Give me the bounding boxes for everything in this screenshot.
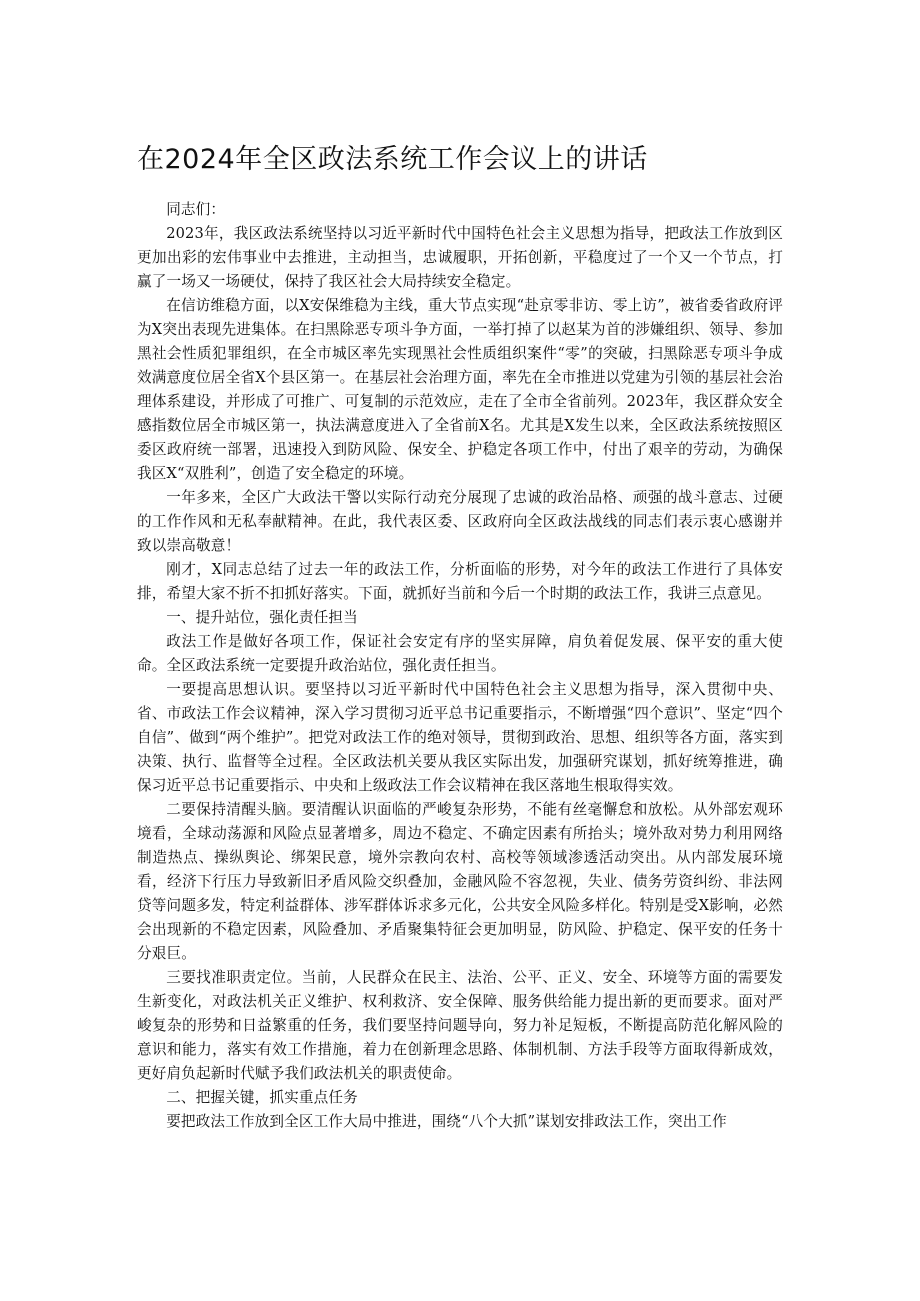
section-1-point-2: 二要保持清醒头脑。要清醒认识面临的严峻复杂形势，不能有丝毫懈怠和放松。从外部宏观环境看，全球动荡源和风险点显著增多，周边不稳定、不确定因素有所抬头；境外敌对势力利用网络制造热点、操纵舆论、绑架民意，境外宗教向农村、高校等领域渗透活动突出。从内部发展环境看，经济下行压力导致新旧矛盾风险交织叠加，金融风险不容忽视，失业、债务劳资纠纷、非法网贷等问题多发，特定利益群体、涉军群体诉求多元化，公共安全风险多样化。特别是受X影响，必然会出现新的不稳定因素，风险叠加、矛盾聚集特征会更加明显，防风险、护稳定、保平安的任务十分艰巨。 xyxy=(137,801,783,962)
salutation: 同志们： xyxy=(166,201,226,218)
paragraph-achievements: 在信访维稳方面，以X安保维稳为主线，重大节点实现“赴京零非访、零上访”，被省委省政府评为X突出表现先进集体。在扫黑除恶专项斗争方面，一举打掉了以赵某为首的涉嫌组织、领导、参加黑社会性质犯罪组织，在全市城区率先实现黑社会性质组织案件“零”的突破，扫黑除恶专项斗争成效满意度位居全省X个县区第一。在基层社会治理方面，率先在全市推进以党建为引领的基层社会治理体系建设，并形成了可推广、可复制的示范效应，走在了全市全省前列。2023年，我区群众安全感指数位居全市城区第一，执法满意度进入了全省前X名。尤其是X发生以来，全区政法系统按照区委区政府统一部署，迅速投入到防风险、保安全、护稳定各项工作中，付出了艰辛的劳动，为确保我区X“双胜利”，创造了安全稳定的环境。 xyxy=(137,297,783,482)
document-title: 在2024年全区政法系统工作会议上的讲话 xyxy=(137,144,648,175)
section-1-intro: 政法工作是做好各项工作，保证社会安定有序的坚实屏障，肩负着促发展、保平安的重大使命。全区政法系统一定要提升政治站位，强化责任担当。 xyxy=(137,633,783,674)
section-1-point-3: 三要找准职责定位。当前，人民群众在民主、法治、公平、正义、安全、环境等方面的需要发生新变化，对政法机关正义维护、权利救济、安全保障、服务供给能力提出新的更而要求。面对严峻复杂的形势和日益繁重的任务，我们要坚持问题导向，努力补足短板，不断提高防范化解风险的意识和能力，落实有效工作措施，着力在创新理念思路、体制机制、方法手段等方面取得新成效，更好肩负起新时代赋予我们政法机关的职责使命。 xyxy=(137,969,783,1082)
section-2-heading: 二、把握关键，抓实重点任务 xyxy=(166,1089,358,1106)
document-body xyxy=(137,198,783,1134)
section-2-intro: 要把政法工作放到全区工作大局中推进，围绕“八个大抓”谋划安排政法工作，突出工作 xyxy=(166,1113,727,1130)
section-1-heading: 一、提升站位，强化责任担当 xyxy=(166,609,358,626)
document-page xyxy=(137,142,783,1134)
paragraph-gratitude: 一年多来，全区广大政法干警以实际行动充分展现了忠诚的政治品格、顽强的战斗意志、过硬的工作作风和无私奉献精神。在此，我代表区委、区政府向全区政法战线的同志们表示衷心感谢并致以崇高敬意！ xyxy=(137,489,783,554)
section-1-point-1: 一要提高思想认识。要坚持以习近平新时代中国特色社会主义思想为指导，深入贯彻中央、省、市政法工作会议精神，深入学习贯彻习近平总书记重要指示，不断增强“四个意识”、坚定“四个自信”、做到“两个维护”。把党对政法工作的绝对领导，贯彻到政治、思想、组织等各方面，落实到决策、执行、监督等全过程。全区政法机关要从我区实际出发，加强研究谋划，抓好统筹推进，确保习近平总书记重要指示、中央和上级政法工作会议精神在我区落地生根取得实效。 xyxy=(137,681,783,794)
paragraph-transition: 刚才，X同志总结了过去一年的政法工作，分析面临的形势，对今年的政法工作进行了具体安排，希望大家不折不扣抓好落实。下面，就抓好当前和今后一个时期的政法工作，我讲三点意见。 xyxy=(137,561,783,602)
paragraph-intro-summary: 2023年，我区政法系统坚持以习近平新时代中国特色社会主义思想为指导，把政法工作放到区更加出彩的宏伟事业中去推进，主动担当，忠诚履职，开拓创新，平稳度过了一个又一个节点，打赢了一场又一场硬仗，保持了我区社会大局持续安全稳定。 xyxy=(137,225,783,290)
